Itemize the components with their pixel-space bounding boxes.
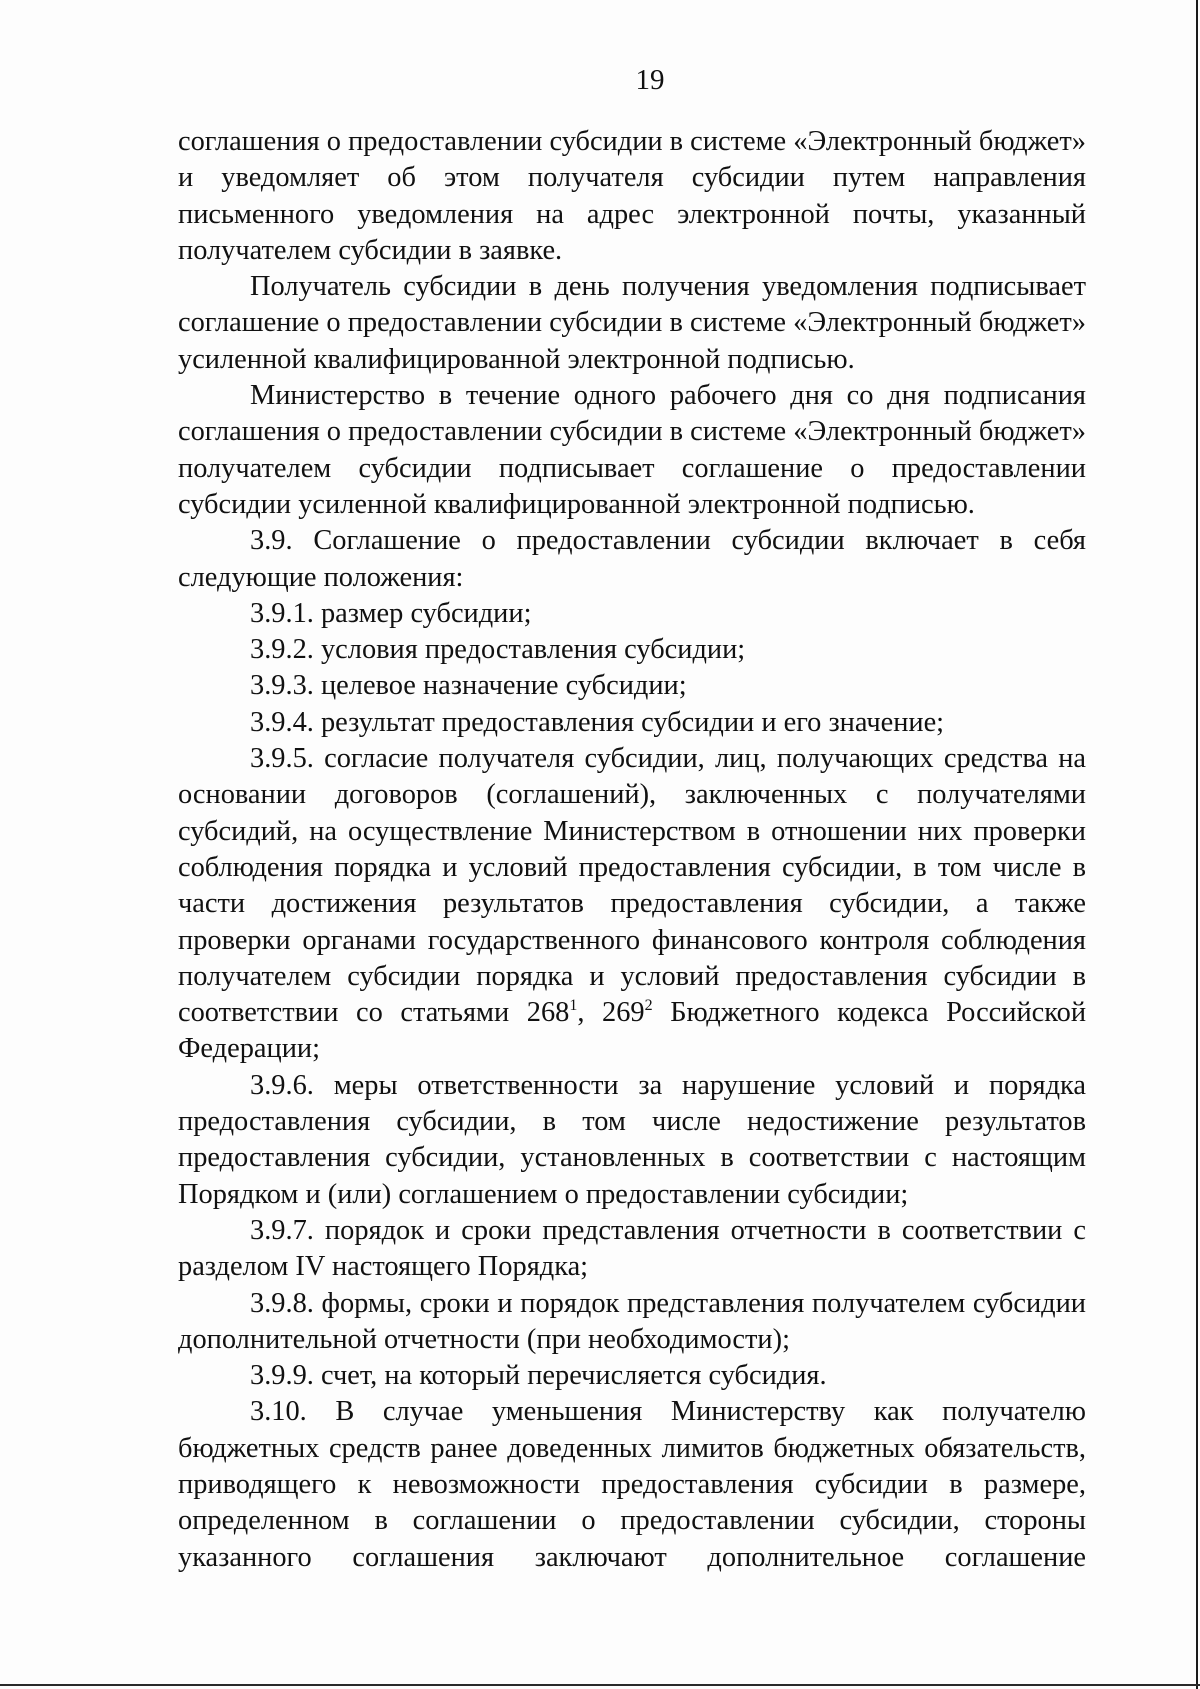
list-item bbox=[178, 741, 1086, 1068]
paragraph-text: , 269 bbox=[577, 997, 645, 1029]
scan-edge-bottom bbox=[0, 1684, 1200, 1686]
paragraph: 3.9. Соглашение о предоставлении субсидии включает в себя следующие положения: bbox=[178, 525, 1086, 593]
list-item: 3.9.8. формы, сроки и порядок представления получателем субсидии дополнительной отчетности (при необходимости); bbox=[178, 1287, 1086, 1355]
paragraph: соглашения о предоставлении субсидии в системе «Электронный бюджет» и уведомляет об этом получателя субсидии путем направления письменного уведомления на адрес электронной почты, указанный получателем субсидии в заявке. bbox=[178, 126, 1086, 266]
list-item: 3.9.4. результат предоставления субсидии и его значение; bbox=[250, 706, 945, 738]
scan-edge-right bbox=[1196, 0, 1198, 1689]
list-item: 3.9.1. размер субсидии; bbox=[250, 597, 532, 629]
list-item: 3.9.3. целевое назначение субсидии; bbox=[250, 670, 687, 702]
list-item: 3.9.9. счет, на который перечисляется субсидия. bbox=[250, 1360, 827, 1392]
superscript: 1 bbox=[569, 997, 578, 1015]
page-number: 19 bbox=[635, 64, 665, 96]
paragraph-text: 3.9.5. согласие получателя субсидии, лиц, получающих средства на основании договоров (соглашений), заключенных с получателями субсидий, на осуществление Министерством в отношении них проверки соблюдения порядка и условий предоставления субсидии, в том числе в части достижения результатов предоставления субсидии, а также проверки органами государственного финансового контроля соблюдения получателем субсидии порядка и условий предоставления субсидии в соответствии со статьями 268 bbox=[178, 743, 1086, 1029]
list-item: 3.9.7. порядок и сроки представления отчетности в соответствии с разделом IV настоящего Порядка; bbox=[178, 1214, 1086, 1283]
document-body bbox=[178, 124, 1086, 1576]
list-item: 3.9.6. меры ответственности за нарушение условий и порядка предоставления субсидии, в том числе недостижение результатов предоставления субсидии, установленных в соответствии с настоящим Порядком и (или) соглашением о предоставлении субсидии; bbox=[178, 1069, 1086, 1210]
paragraph: Министерство в течение одного рабочего дня со дня подписания соглашения о предоставлении субсидии в системе «Электронный бюджет» получателем субсидии подписывает соглашение о предоставлении субсидии усиленной квалифицированной электронной подписью. bbox=[178, 380, 1086, 520]
superscript: 2 bbox=[644, 997, 653, 1015]
paragraph-text: Бюджетного кодекса Российской Федерации; bbox=[178, 997, 1087, 1065]
paragraph: 3.10. В случае уменьшения Министерству как получателю бюджетных средств ранее доведенных лимитов бюджетных обязательств, приводящего к невозможности предоставления субсидии в размере, определенном в соглашении о предоставлении субсидии, стороны указанного соглашения заключают дополнительное соглашение bbox=[178, 1396, 1086, 1573]
list-item: 3.9.2. условия предоставления субсидии; bbox=[250, 634, 746, 666]
paragraph: Получатель субсидии в день получения уведомления подписывает соглашение о предоставлении субсидии в системе «Электронный бюджет» усиленной квалифицированной электронной подписью. bbox=[178, 271, 1086, 375]
